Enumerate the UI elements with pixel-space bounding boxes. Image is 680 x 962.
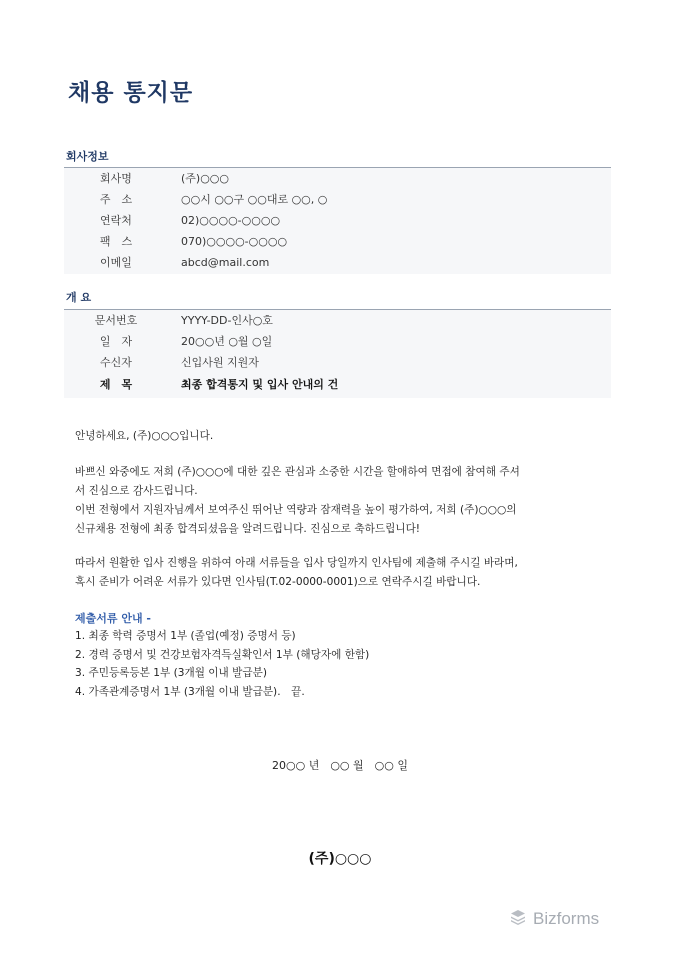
list-item: 1. 최종 학력 증명서 1부 (졸업(예정) 증명서 등) [75,630,296,642]
row-label: 이메일 [100,256,132,269]
overview-row-subject [64,374,611,395]
body-line: 이번 전형에서 지원자님께서 보여주신 뛰어난 역량과 잠재력을 높이 평가하여, 저희 (주)○○○의 [75,504,517,516]
body-line: 바쁘신 와중에도 저희 (주)○○○에 대한 깊은 관심과 소중한 시간을 할애하여 면접에 참여해 주셔 [75,466,520,478]
stacked-layers-icon [509,908,527,930]
row-value: ○○시 ○○구 ○○대로 ○○, ○ [181,193,328,206]
body-line: 따라서 원활한 입사 진행을 위하여 아래 서류들을 입사 당일까지 인사팀에 제출해 주시길 바라며, [75,557,518,569]
body-line: 혹시 준비가 어려운 서류가 있다면 인사팀(T.02-0000-0001)으로 연락주시길 바랍니다. [75,576,481,588]
row-value: 신입사원 지원자 [181,356,259,369]
company-row-address [64,189,611,210]
row-label: 일 자 [99,335,133,348]
body-line: 서 진심으로 감사드립니다. [75,485,198,497]
company-signature: (주)○○○ [308,851,372,867]
overview-row-date [64,331,611,352]
list-item: 4. 가족관계증명서 1부 (3개월 이내 발급분). 끝. [75,685,305,698]
row-label: 제 목 [99,378,133,391]
row-value: abcd@mail.com [181,256,270,269]
row-label: 문서번호 [94,314,138,327]
body-paragraph-thanks [75,463,605,539]
row-value: 070)○○○○-○○○○ [181,235,288,248]
company-section-heading: 회사정보 [66,150,109,163]
company-row-phone [64,210,611,231]
documents-heading: 제출서류 안내 - [75,612,151,625]
brand-logo [509,908,599,930]
company-row-name [64,168,611,189]
row-value: YYYY-DD-인사○호 [181,314,273,327]
overview-row-recipient [64,352,611,373]
page-title: 채용 통지문 [68,80,194,106]
brand-name: Bizforms [533,909,600,928]
row-label: 회사명 [100,172,132,185]
body-paragraph-instructions [75,554,605,592]
body-line: 신규채용 전형에 최종 합격되셨음을 알려드립니다. 진심으로 축하드립니다! [75,523,421,535]
company-row-fax [64,231,611,252]
row-label: 수신자 [100,356,132,369]
list-item: 3. 주민등록등본 1부 (3개월 이내 발급분) [75,667,267,679]
row-value: 02)○○○○-○○○○ [181,214,281,227]
row-label: 주 소 [99,193,133,206]
row-label: 팩 스 [99,235,133,248]
row-value: 20○○년 ○월 ○일 [181,335,273,348]
row-label: 연락처 [100,214,132,227]
company-row-email [64,252,611,273]
issue-date: 20○○ 년 ○○ 월 ○○ 일 [272,759,408,772]
documents-list [75,627,369,701]
row-value: (주)○○○ [181,172,230,185]
overview-section-heading: 개 요 [66,291,92,304]
greeting [75,427,605,446]
row-value: 최종 합격통지 및 입사 안내의 건 [181,378,339,391]
greeting-line: 안녕하세요, (주)○○○입니다. [75,430,214,442]
overview-row-doc-number [64,310,611,331]
list-item: 2. 경력 증명서 및 건강보험자격득실확인서 1부 (해당자에 한함) [75,648,370,661]
